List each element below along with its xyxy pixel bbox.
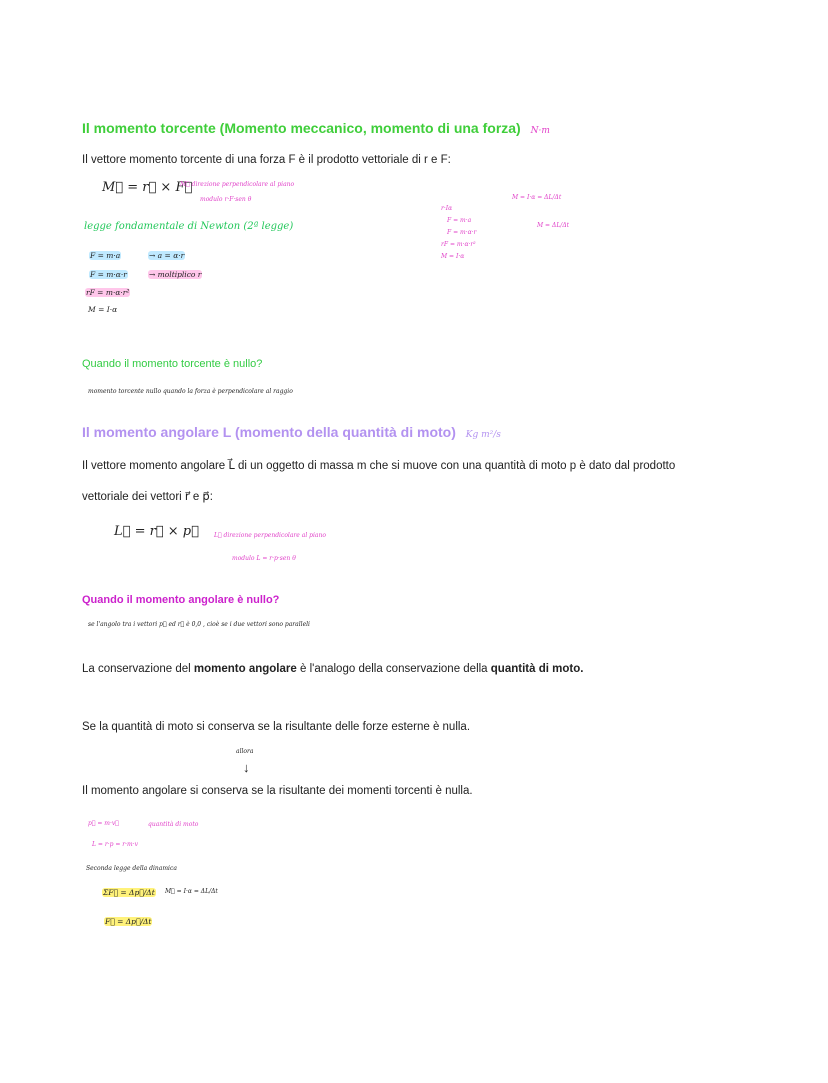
eq-f-m-alpha-r: F = m·α·r (90, 270, 127, 279)
conservation-statement: La conservazione del momento angolare è l'analogo della conservazione della quantità di moto. (82, 663, 584, 675)
angular-intro-line2: vettoriale dei vettori r⃗ e p⃗: (82, 491, 213, 503)
torque-modulus-note: modulo r·F·sen θ (200, 196, 252, 203)
p-equation: p⃗ = m·v⃗ (88, 820, 119, 827)
angular-null-question: Quando il momento angolare è nullo? (82, 594, 280, 606)
angular-conservation-line: Il momento angolare si conserva se la risultante dei momenti torcenti è nulla. (82, 785, 473, 797)
angular-formula: L⃗ = r⃗ × p⃗ (114, 524, 199, 539)
eq-rf: rF = m·α·r² (86, 288, 130, 297)
eq-a-alpha-r: → a = α·r (149, 251, 185, 260)
angular-null-answer: se l'angolo tra i vettori p⃗ ed r⃗ è 0,0 , cioè se i due vettori sono paralleli (88, 621, 310, 628)
section2-title: Il momento angolare L (momento della quantità di moto) Kg m²/s (82, 424, 501, 440)
section1-title: Il momento torcente (Momento meccanico, momento di una forza) N·m (82, 120, 550, 136)
sum-force-eq: ΣF⃗ = Δp⃗/Δt (103, 888, 155, 897)
momentum-conservation-line: Se la quantità di moto si conserva se la risultante delle forze esterne è nulla. (82, 721, 471, 733)
eq-f-ma: F = m·a (90, 251, 121, 260)
far-right-eq-1: M = I·α = ΔL/Δt (512, 194, 562, 201)
force-derivative-eq: F⃗ = Δp⃗/Δt (105, 917, 152, 926)
torque-derivative-eq: M⃗ = I·α = ΔL/Δt (165, 888, 218, 895)
eq-multiply-note: → moltiplico r (149, 270, 202, 279)
p-note: quantità di moto (148, 821, 199, 828)
torque-null-answer: momento torcente nullo quando la forza è perpendicolare al raggio (88, 388, 293, 395)
second-law-heading: Seconda legge della dinamica (86, 865, 177, 872)
angular-modulus-note: modulo L = r·p·sen θ (232, 555, 296, 562)
allora-label: allora (236, 748, 254, 755)
eq-m-i-alpha: M = I·α (88, 305, 118, 314)
angular-intro-line1: Il vettore momento angolare L⃗ di un oggetto di massa m che si muove con una quantità di moto p è dato dal prodotto (82, 460, 676, 472)
torque-intro: Il vettore momento torcente di una forza F è il prodotto vettoriale di r e F: (82, 154, 451, 166)
l-equation: L = r·p = r·m·v (92, 841, 139, 848)
torque-null-question: Quando il momento torcente è nullo? (82, 358, 263, 370)
right-column-equations: r·Iα F = m·a F = m·α·r rF = m·α·r² M = I·α (441, 205, 477, 260)
arrow-down-icon: ↓ (243, 760, 250, 775)
angular-direction-note: L⃗ direzione perpendicolare al piano (214, 532, 326, 539)
newton-law-heading: legge fondamentale di Newton (2ª legge) (84, 221, 294, 232)
angular-momentum-unit: Kg m²/s (465, 430, 501, 440)
far-right-eq-2: M = ΔL/Δt (537, 222, 570, 229)
torque-formula: M⃗ = r⃗ × F⃗ (102, 180, 193, 195)
torque-unit: N·m (530, 126, 550, 136)
torque-direction-note: M⃗ direzione perpendicolare al piano (180, 181, 295, 188)
